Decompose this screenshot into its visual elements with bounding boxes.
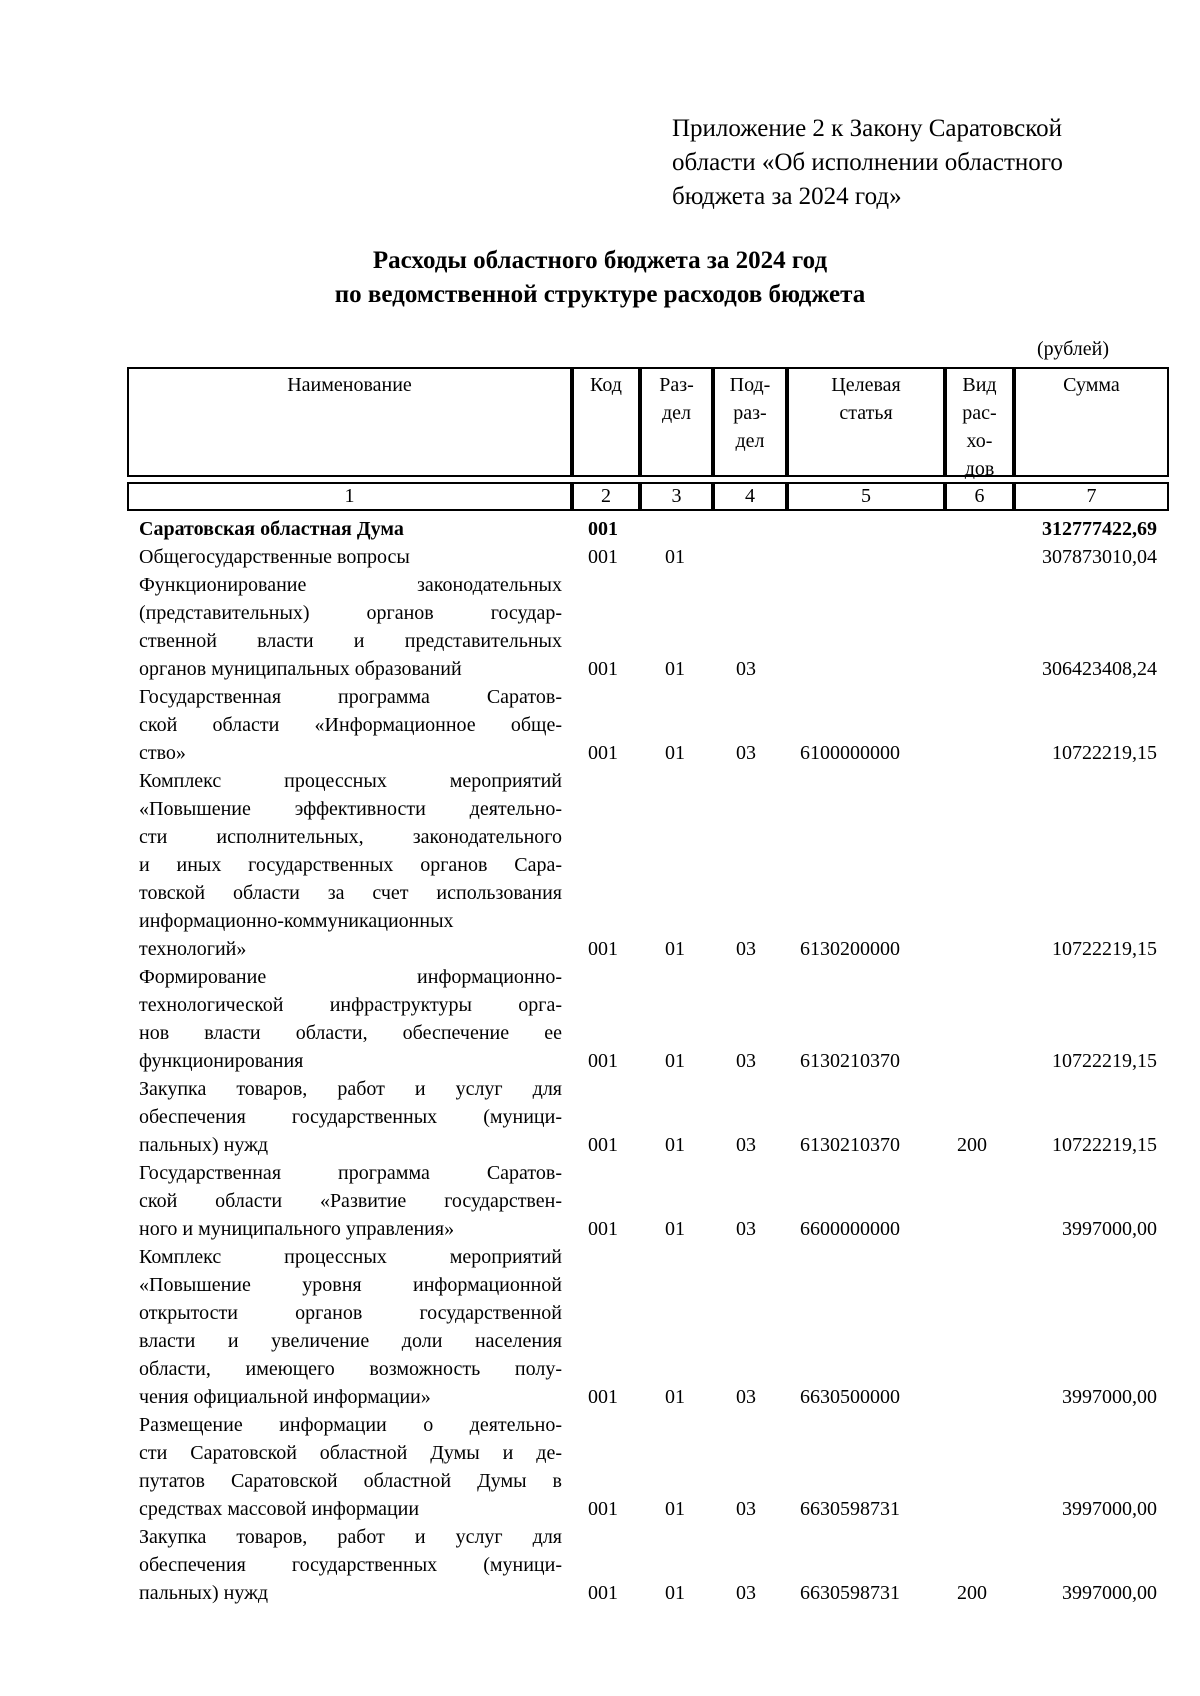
row-name-line: обеспечения государственных (муници-	[139, 1106, 562, 1128]
header-vid-line: хо-	[966, 430, 993, 452]
column-number: 5	[787, 482, 945, 511]
row-kod: 001	[588, 1134, 618, 1156]
row-name	[139, 1411, 562, 1523]
row-name	[139, 1243, 562, 1411]
row-name-line: сти Саратовской областной Думы и де-	[139, 1442, 562, 1464]
row-name	[139, 571, 562, 683]
row-kod: 001	[588, 1050, 618, 1072]
row-name-line: пальных) нужд	[139, 1582, 269, 1604]
units-label: (рублей)	[1037, 338, 1110, 360]
row-name-line: информационно-коммуникационных	[139, 910, 454, 932]
header-tsel	[787, 367, 945, 477]
row-target-article: 6130210370	[800, 1134, 900, 1156]
row-kod: 001	[588, 1582, 618, 1604]
row-name	[139, 683, 562, 767]
row-razdel: 01	[665, 1134, 685, 1156]
row-name-line: «Повышение эффективности деятельно-	[139, 798, 562, 820]
row-name-line: ного и муниципального управления»	[139, 1218, 455, 1240]
row-amount: 10722219,15	[1052, 1134, 1157, 1156]
row-name-line: Саратовская областная Дума	[139, 518, 404, 540]
row-name-line: Функционирование законодательных	[139, 574, 562, 596]
row-razdel: 01	[665, 742, 685, 764]
row-kod: 001	[588, 938, 618, 960]
row-amount: 10722219,15	[1052, 742, 1157, 764]
row-target-article: 6630598731	[800, 1582, 900, 1604]
row-name-line: путатов Саратовской областной Думы в	[139, 1470, 562, 1492]
row-name	[139, 1159, 562, 1243]
row-name-line: Комплекс процессных мероприятий	[139, 1246, 562, 1268]
header-kod-text: Код	[590, 374, 622, 396]
header-podrazdel-line: раз-	[733, 402, 767, 424]
row-amount: 312777422,69	[1042, 518, 1157, 540]
row-expense-type: 200	[957, 1582, 987, 1604]
row-name-line: органов муниципальных образований	[139, 658, 462, 680]
row-amount: 3997000,00	[1062, 1582, 1157, 1604]
row-podrazdel: 03	[736, 1050, 756, 1072]
row-name-line: технологий»	[139, 938, 247, 960]
row-name-line: ской области «Развитие государствен-	[139, 1190, 562, 1212]
row-name-line: сти исполнительных, законодательного	[139, 826, 562, 848]
header-summa-text: Сумма	[1063, 374, 1120, 396]
row-name-line: и иных государственных органов Сара-	[139, 854, 562, 876]
header-name-text: Наименование	[287, 374, 412, 396]
row-razdel: 01	[665, 546, 685, 568]
column-number: 3	[640, 482, 713, 511]
row-podrazdel: 03	[736, 1218, 756, 1240]
column-number: 1	[127, 482, 572, 511]
row-razdel: 01	[665, 938, 685, 960]
row-name-line: открытости органов государственной	[139, 1302, 562, 1324]
row-name-line: Размещение информации о деятельно-	[139, 1414, 562, 1436]
row-name-line: функционирования	[139, 1050, 304, 1072]
row-name-line: чения официальной информации»	[139, 1386, 431, 1408]
row-target-article: 6130200000	[800, 938, 900, 960]
header-podrazdel-line: дел	[735, 430, 765, 452]
header-razdel-line: Раз-	[659, 374, 694, 396]
document-title	[0, 244, 1200, 312]
row-name-line: пальных) нужд	[139, 1134, 269, 1156]
row-name-line: технологической инфраструктуры орга-	[139, 994, 562, 1016]
row-target-article: 6130210370	[800, 1050, 900, 1072]
row-razdel: 01	[665, 1050, 685, 1072]
row-name	[139, 1075, 562, 1159]
row-name-line: ской области «Информационное обще-	[139, 714, 562, 736]
row-amount: 306423408,24	[1042, 658, 1157, 680]
appendix-line: Приложение 2 к Закону Саратовской	[672, 115, 1063, 142]
header-summa	[1014, 367, 1169, 477]
row-name	[139, 543, 562, 571]
row-name	[139, 963, 562, 1075]
row-razdel: 01	[665, 1582, 685, 1604]
row-target-article: 6630500000	[800, 1386, 900, 1408]
row-podrazdel: 03	[736, 1386, 756, 1408]
appendix-line: бюджета за 2024 год»	[672, 183, 902, 210]
row-name-line: Государственная программа Саратов-	[139, 1162, 562, 1184]
header-tsel-line: Целевая	[831, 374, 901, 396]
row-podrazdel: 03	[736, 1134, 756, 1156]
row-name-line: Государственная программа Саратов-	[139, 686, 562, 708]
row-name-line: Закупка товаров, работ и услуг для	[139, 1526, 562, 1548]
row-kod: 001	[588, 742, 618, 764]
header-vid-line: рас-	[962, 402, 997, 424]
row-amount: 3997000,00	[1062, 1386, 1157, 1408]
column-number: 2	[572, 482, 640, 511]
row-name	[139, 1523, 562, 1607]
row-amount: 307873010,04	[1042, 546, 1157, 568]
header-razdel	[640, 367, 713, 477]
row-kod: 001	[588, 1218, 618, 1240]
appendix-line: области «Об исполнении областного	[672, 149, 1063, 176]
row-target-article: 6100000000	[800, 742, 900, 764]
row-amount: 10722219,15	[1052, 1050, 1157, 1072]
row-razdel: 01	[665, 1498, 685, 1520]
row-kod: 001	[588, 1498, 618, 1520]
title-line-1: Расходы областного бюджета за 2024 год	[372, 247, 828, 274]
row-amount: 10722219,15	[1052, 938, 1157, 960]
row-name-line: товской области за счет использования	[139, 882, 562, 904]
row-name-line: средствах массовой информации	[139, 1498, 420, 1520]
row-kod: 001	[588, 518, 618, 540]
row-name-line: «Повышение уровня информационной	[139, 1274, 562, 1296]
row-name-line: обеспечения государственных (муници-	[139, 1554, 562, 1576]
header-vid-line: Вид	[962, 374, 997, 396]
header-name	[127, 367, 572, 477]
row-razdel: 01	[665, 658, 685, 680]
title-line-2: по ведомственной структуре расходов бюджета	[334, 281, 866, 308]
row-kod: 001	[588, 1386, 618, 1408]
row-name-line: Закупка товаров, работ и услуг для	[139, 1078, 562, 1100]
header-razdel-line: дел	[661, 402, 692, 424]
row-name-line: Комплекс процессных мероприятий	[139, 770, 562, 792]
appendix-reference	[672, 112, 1127, 214]
row-podrazdel: 03	[736, 938, 756, 960]
column-number: 4	[713, 482, 787, 511]
column-number: 6	[945, 482, 1014, 511]
row-name-line: Формирование информационно-	[139, 966, 562, 988]
header-podrazdel	[713, 367, 787, 477]
row-podrazdel: 03	[736, 742, 756, 764]
row-name-line: области, имеющего возможность полу-	[139, 1358, 562, 1380]
row-kod: 001	[588, 658, 618, 680]
column-number: 7	[1014, 482, 1169, 511]
row-amount: 3997000,00	[1062, 1498, 1157, 1520]
row-razdel: 01	[665, 1386, 685, 1408]
header-podrazdel-line: Под-	[729, 374, 771, 396]
row-name-line: ственной власти и представительных	[139, 630, 562, 652]
header-vid	[945, 367, 1014, 480]
row-target-article: 6630598731	[800, 1498, 900, 1520]
header-tsel-line: статья	[839, 402, 893, 424]
row-target-article: 6600000000	[800, 1218, 900, 1240]
row-podrazdel: 03	[736, 1582, 756, 1604]
row-podrazdel: 03	[736, 658, 756, 680]
header-vid-line: дов	[964, 458, 995, 480]
row-name-line: ство»	[139, 742, 186, 764]
row-razdel: 01	[665, 1218, 685, 1240]
row-name-line: нов власти области, обеспечение ее	[139, 1022, 562, 1044]
row-name-line: власти и увеличение доли населения	[139, 1330, 562, 1352]
header-kod	[572, 367, 640, 477]
row-podrazdel: 03	[736, 1498, 756, 1520]
row-name	[139, 767, 562, 963]
row-expense-type: 200	[957, 1134, 987, 1156]
row-name-line: Общегосударственные вопросы	[139, 546, 410, 568]
row-kod: 001	[588, 546, 618, 568]
row-name	[139, 515, 562, 543]
row-name-line: (представительных) органов государ-	[139, 602, 562, 624]
row-amount: 3997000,00	[1062, 1218, 1157, 1240]
